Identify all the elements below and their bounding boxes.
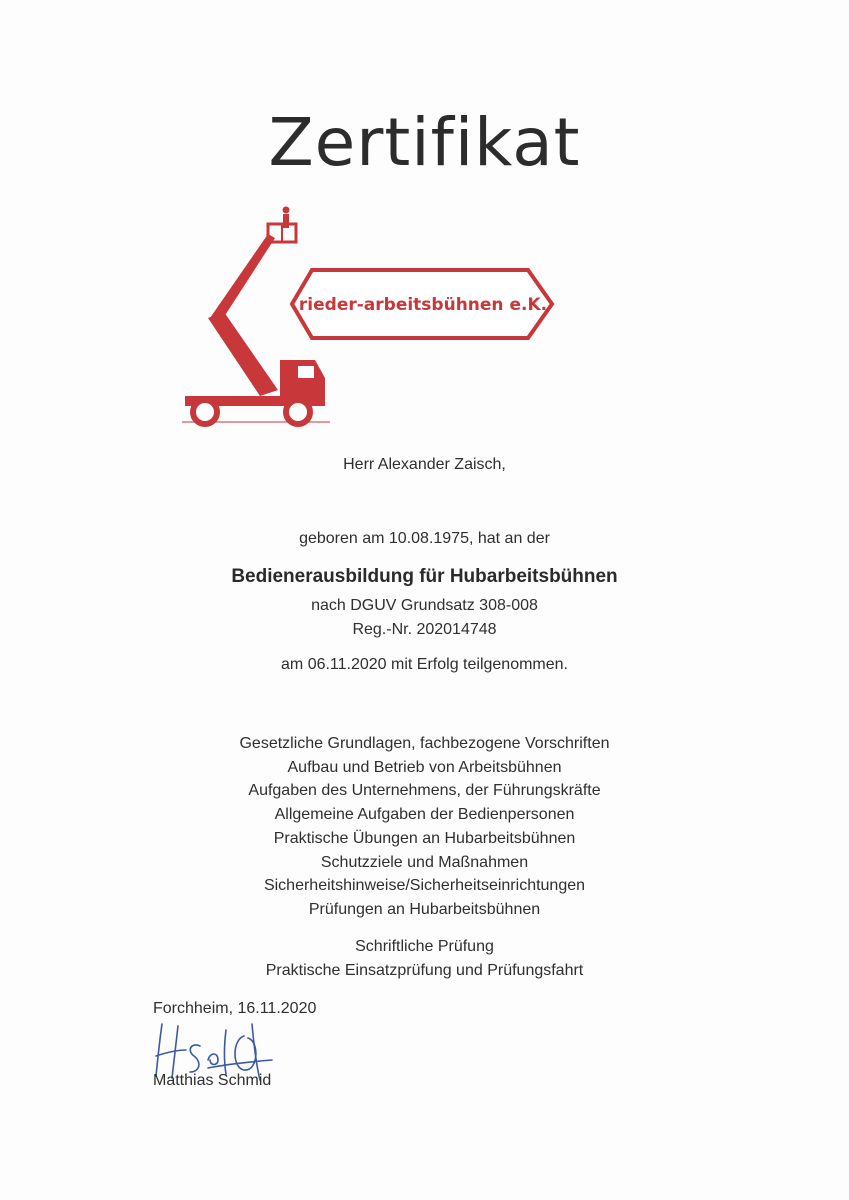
recipient-name: Herr Alexander Zaisch, — [343, 456, 506, 473]
company-name: rieder-arbeitsbühnen e.K. — [298, 295, 548, 315]
completion-line: am 06.11.2020 mit Erfolg teilgenommen. — [281, 656, 568, 673]
company-logo — [180, 200, 560, 430]
topic-item: Aufgaben des Unternehmens, der Führungskräfte — [248, 782, 601, 799]
topic-item: Prüfungen an Hubarbeitsbühnen — [308, 901, 541, 918]
topic-item: Schutzziele und Maßnahmen — [320, 854, 529, 871]
company-name-badge — [292, 270, 552, 338]
topic-item: Aufbau und Betrieb von Arbeitsbühnen — [287, 759, 562, 776]
signatory-name: Matthias Schmid — [153, 1072, 272, 1089]
exam-item: Praktische Einsatzprüfung und Prüfungsfahrt — [265, 962, 584, 979]
certificate-title: Zertifikat — [268, 104, 581, 181]
topic-item: Sicherheitshinweise/Sicherheitseinrichtungen — [263, 877, 586, 894]
topic-item: Praktische Übungen an Hubarbeitsbühnen — [273, 830, 576, 847]
place-date: Forchheim, 16.11.2020 — [153, 1000, 317, 1017]
course-basis: nach DGUV Grundsatz 308-008 — [311, 597, 538, 614]
birth-line: geboren am 10.08.1975, hat an der — [299, 530, 550, 547]
topic-item: Allgemeine Aufgaben der Bedienpersonen — [274, 806, 575, 823]
registration-number: Reg.-Nr. 202014748 — [352, 621, 497, 638]
course-name: Bedienerausbildung für Hubarbeitsbühnen — [231, 566, 618, 587]
exam-item: Schriftliche Prüfung — [355, 938, 494, 955]
topic-item: Gesetzliche Grundlagen, fachbezogene Vorschriften — [239, 735, 610, 752]
